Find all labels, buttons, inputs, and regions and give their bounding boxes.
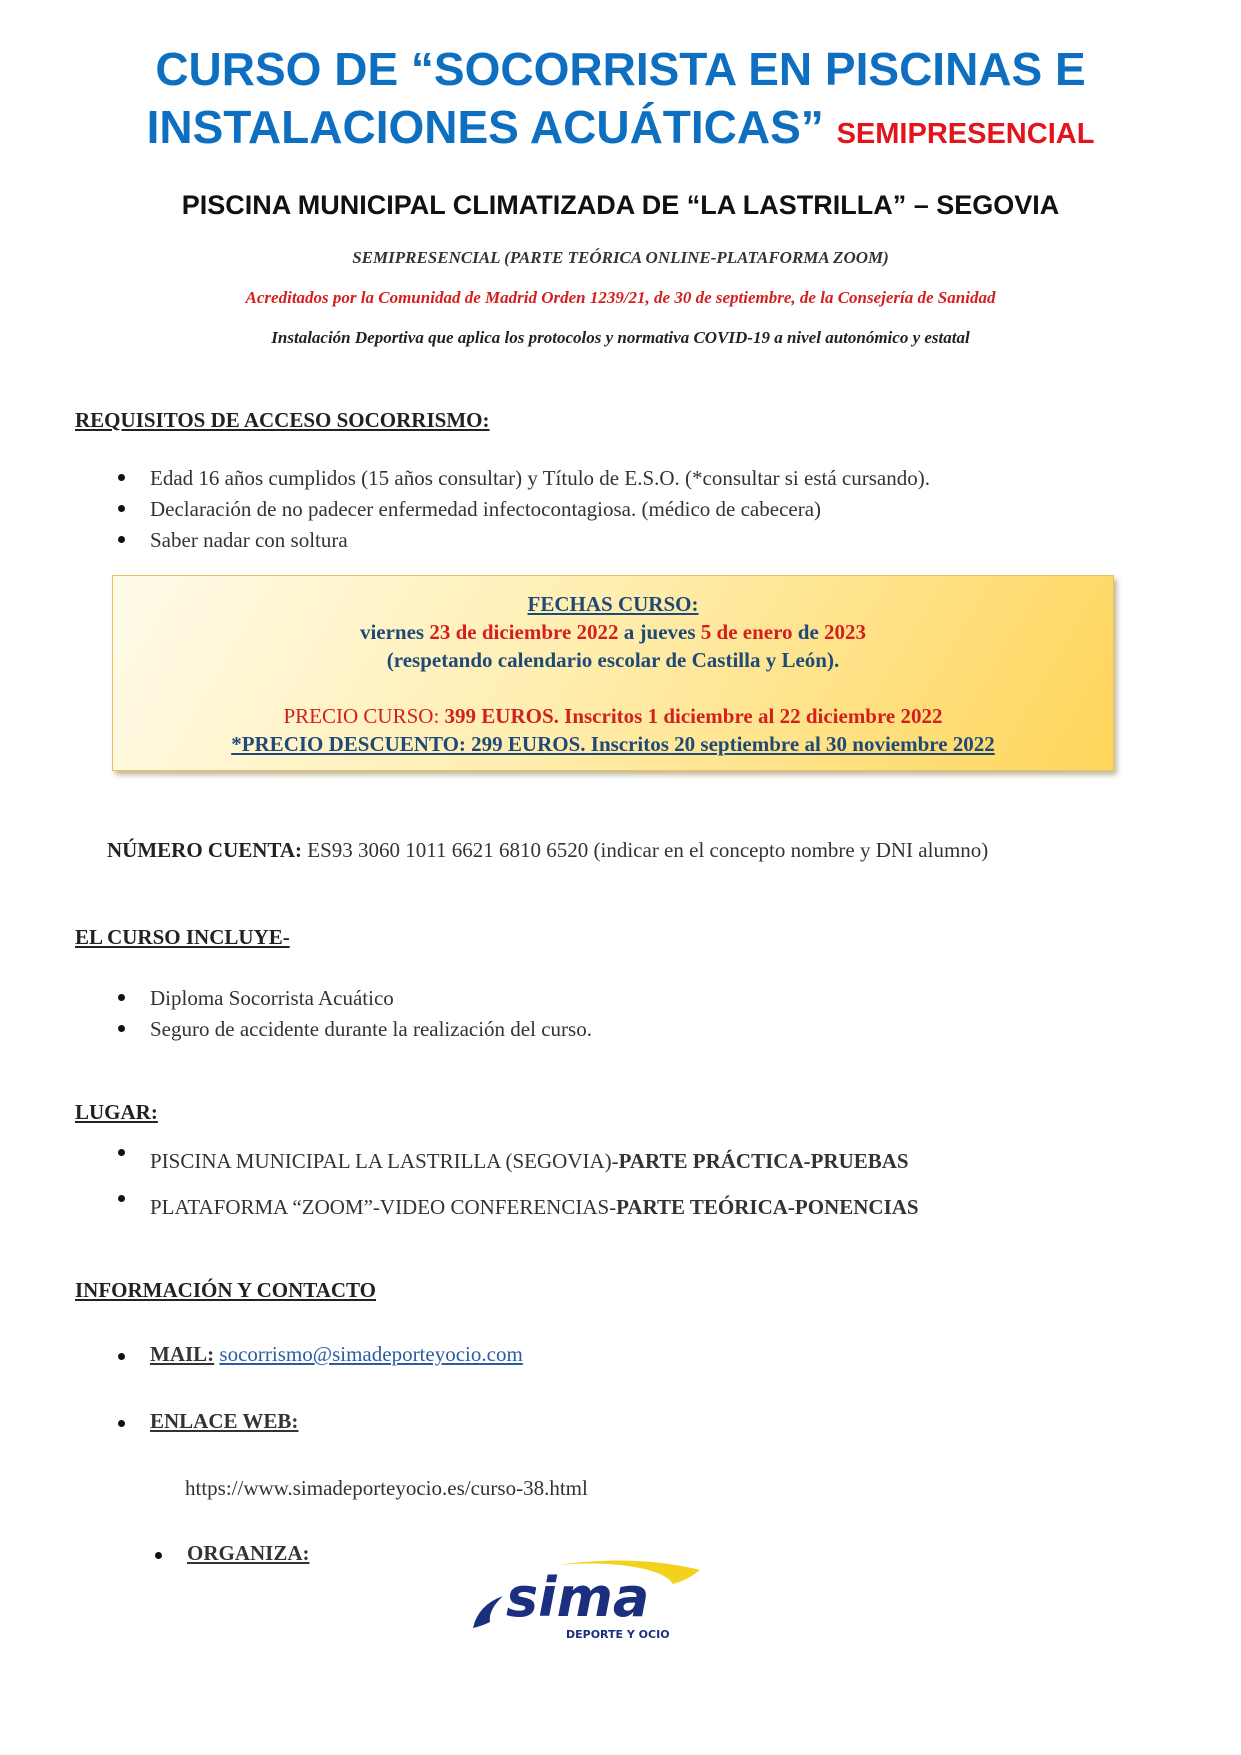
location-bold: PARTE PRÁCTICA-PRUEBAS <box>618 1149 909 1173</box>
mail-link[interactable]: socorrismo@simadeporteyocio.com <box>219 1342 523 1366</box>
includes-heading: EL CURSO INCLUYE- <box>75 925 290 949</box>
dates-mid: a jueves <box>618 620 701 644</box>
web-url[interactable]: https://www.simadeporteyocio.es/curso-38.html <box>185 1476 588 1500</box>
calendar-note: (respetando calendario escolar de Castilla y León). <box>386 648 840 672</box>
location-heading: LUGAR: <box>75 1100 158 1124</box>
list-item <box>98 1184 919 1230</box>
list-item <box>98 1342 523 1367</box>
list-item: Diploma Socorrista Acuático <box>98 983 592 1014</box>
organiza-item <box>135 1541 310 1566</box>
mail-label: MAIL: <box>150 1342 215 1366</box>
location-bold: PARTE TEÓRICA-PONENCIAS <box>616 1195 919 1219</box>
price-label: PRECIO CURSO: <box>283 704 445 728</box>
price-line <box>113 702 1113 730</box>
sima-logo <box>468 1550 713 1650</box>
semipresencial-badge: SEMIPRESENCIAL <box>836 118 1095 150</box>
logo-tail <box>473 1596 503 1628</box>
list-item <box>98 1138 919 1184</box>
venue-subtitle: PISCINA MUNICIPAL CLIMATIZADA DE “LA LASTRILLA” – SEGOVIA <box>181 190 1060 220</box>
list-item: Edad 16 años cumplidos (15 años consultar) y Título de E.S.O. (*consultar si está cursando). <box>98 463 930 494</box>
organiza-label: ORGANIZA: <box>187 1541 310 1565</box>
discount-line: *PRECIO DESCUENTO: 299 EUROS. Inscritos 20 septiembre al 30 noviembre 2022 <box>231 732 995 756</box>
dates-prefix: viernes <box>359 620 430 644</box>
title-line-1: CURSO DE “SOCORRISTA EN PISCINAS E <box>155 43 1086 95</box>
web-item <box>98 1409 298 1434</box>
start-date: 23 de diciembre 2022 <box>429 620 619 644</box>
title-line-2 <box>0 98 1241 163</box>
dates-range <box>113 618 1113 646</box>
covid-note: Instalación Deportiva que aplica los protocolos y normativa COVID-19 a nivel autonómico y estatal <box>271 328 970 347</box>
course-dates-box <box>112 575 1114 771</box>
includes-list <box>98 983 592 1045</box>
list-item <box>98 1409 298 1434</box>
bank-account <box>107 838 988 863</box>
mode-line: SEMIPRESENCIAL (PARTE TEÓRICA ONLINE-PLATAFORMA ZOOM) <box>352 248 889 267</box>
list-item: Declaración de no padecer enfermedad infectocontagiosa. (médico de cabecera) <box>98 494 930 525</box>
dates-heading: FECHAS CURSO: <box>527 592 699 616</box>
requirements-heading: REQUISITOS DE ACCESO SOCORRISMO: <box>75 408 490 432</box>
requirements-list <box>98 463 930 556</box>
price-value: 399 EUROS. Inscritos 1 diciembre al 22 diciembre 2022 <box>444 704 943 728</box>
location-text: PISCINA MUNICIPAL LA LASTRILLA (SEGOVIA)- <box>150 1149 619 1173</box>
mail-item <box>98 1342 523 1367</box>
course-title <box>0 40 1241 163</box>
list-item: Seguro de accidente durante la realización del curso. <box>98 1014 592 1045</box>
list-item: Saber nadar con soltura <box>98 525 930 556</box>
end-date: 5 de enero <box>700 620 793 644</box>
accreditation-line: Acreditados por la Comunidad de Madrid Orden 1239/21, de 30 de septiembre, de la Consejería de Sanidad <box>245 288 996 307</box>
logo-tagline: DEPORTE Y OCIO <box>566 1628 670 1641</box>
list-item <box>135 1541 310 1566</box>
location-text: PLATAFORMA “ZOOM”-VIDEO CONFERENCIAS- <box>150 1195 617 1219</box>
contact-heading: INFORMACIÓN Y CONTACTO <box>75 1278 377 1302</box>
dates-de: de <box>792 620 825 644</box>
account-value: ES93 3060 1011 6621 6810 6520 (indicar en el concepto nombre y DNI alumno) <box>302 838 989 862</box>
location-list <box>98 1138 919 1230</box>
logo-wordmark: sima <box>506 1566 650 1629</box>
end-year: 2023 <box>824 620 867 644</box>
title-line-2-text: INSTALACIONES ACUÁTICAS” <box>146 101 824 153</box>
web-label: ENLACE WEB: <box>150 1409 299 1433</box>
account-label: NÚMERO CUENTA: <box>107 838 303 862</box>
